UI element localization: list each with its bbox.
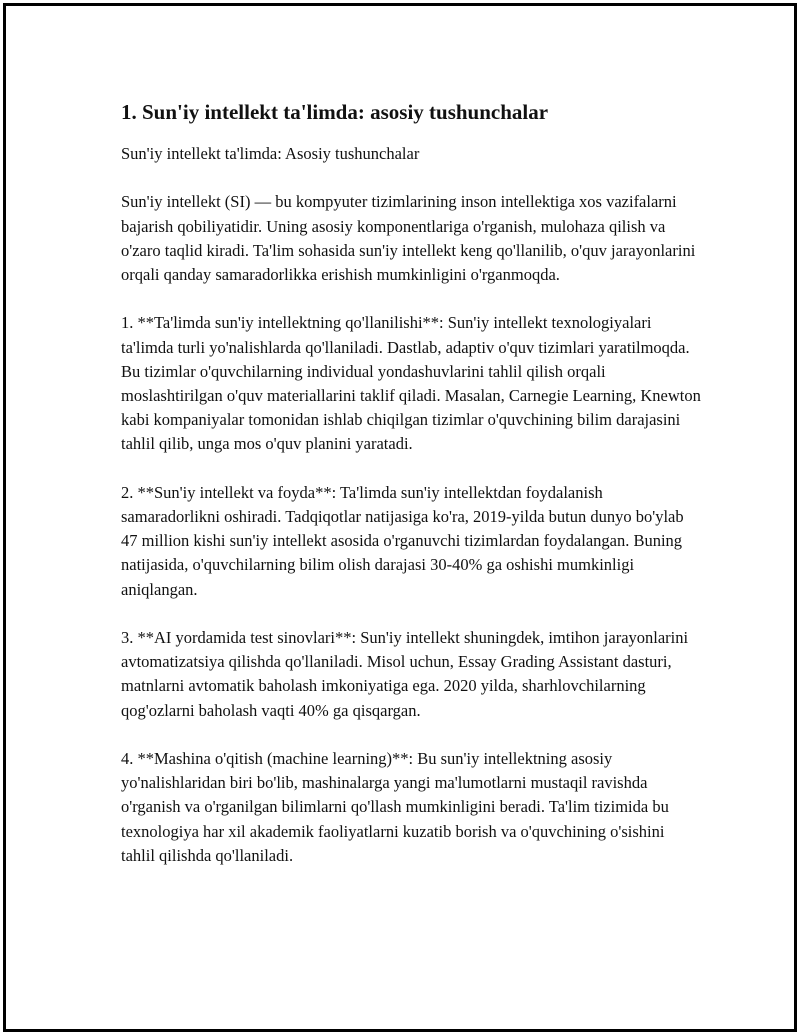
page-frame [3, 3, 797, 1032]
paragraph-intro: Sun'iy intellekt (SI) — bu kompyuter tizimlarining inson intellektiga xos vazifalarni bajarish qobiliyatidir. Uning asosiy komponentlariga o'rganish, mulohaza qilish va o'zaro taqlid kiradi. Ta'lim sohasida sun'iy intellekt keng qo'llanilib, o'quv jarayonlarini orqali qanday samaradorlikka erishish mumkinligini o'rganmoqda. [121, 192, 696, 284]
paragraph-section-4: 4. **Mashina o'qitish (machine learning)**: Bu sun'iy intellektning asosiy yo'nalishlaridan biri bo'lib, mashinalarga yangi ma'lumotlarni mustaqil ravishda o'rganish va o'rganilgan bilimlarni qo'llash mumkinligini beradi. Ta'lim tizimida bu texnologiya har xil akademik faoliyatlarni kuzatib borish va o'quvchining o'sishini tahlil qilishda qo'llaniladi. [121, 749, 669, 865]
paragraph-section-1: 1. **Ta'limda sun'iy intellektning qo'llanilishi**: Sun'iy intellekt texnologiyalari ta'limda turli yo'nalishlarda qo'llaniladi. Dastlab, adaptiv o'quv tizimlari yaratilmoqda. Bu tizimlar o'quvchilarning individual yondashuvlarini tahlil qilish orqali moslashtirilgan o'quv materiallarini taklif qiladi. Masalan, Carnegie Learning, Knewton kabi kompaniyalar tomonidan ishlab chiqilgan tizimlar o'quvchining bilim darajasini tahlil qilib, unga mos o'quv planini yaratadi. [121, 313, 701, 454]
document-body [121, 98, 701, 892]
document-subtitle: Sun'iy intellekt ta'limda: Asosiy tushunchalar [121, 144, 420, 163]
paragraph-section-2: 2. **Sun'iy intellekt va foyda**: Ta'limda sun'iy intellektdan foydalanish samaradorlikni oshiradi. Tadqiqotlar natijasiga ko'ra, 2019-yilda butun dunyo bo'ylab 47 million kishi sun'iy intellekt asosida o'rganuvchi tizimlardan foydalangan. Buning natijasida, o'quvchilarning bilim olish darajasi 30-40% ga oshishi mumkinligi aniqlangan. [121, 482, 684, 599]
document-title: 1. Sun'iy intellekt ta'limda: asosiy tushunchalar [121, 100, 549, 124]
paragraph-section-3: 3. **AI yordamida test sinovlari**: Sun'iy intellekt shuningdek, imtihon jarayonlarini avtomatizatsiya qilishda qo'llaniladi. Misol uchun, Essay Grading Assistant dasturi, matnlarni avtomatik baholash imkoniyatiga ega. 2020 yilda, sharhlovchilarning qog'ozlarni baholash vaqti 40% ga qisqargan. [121, 628, 689, 720]
